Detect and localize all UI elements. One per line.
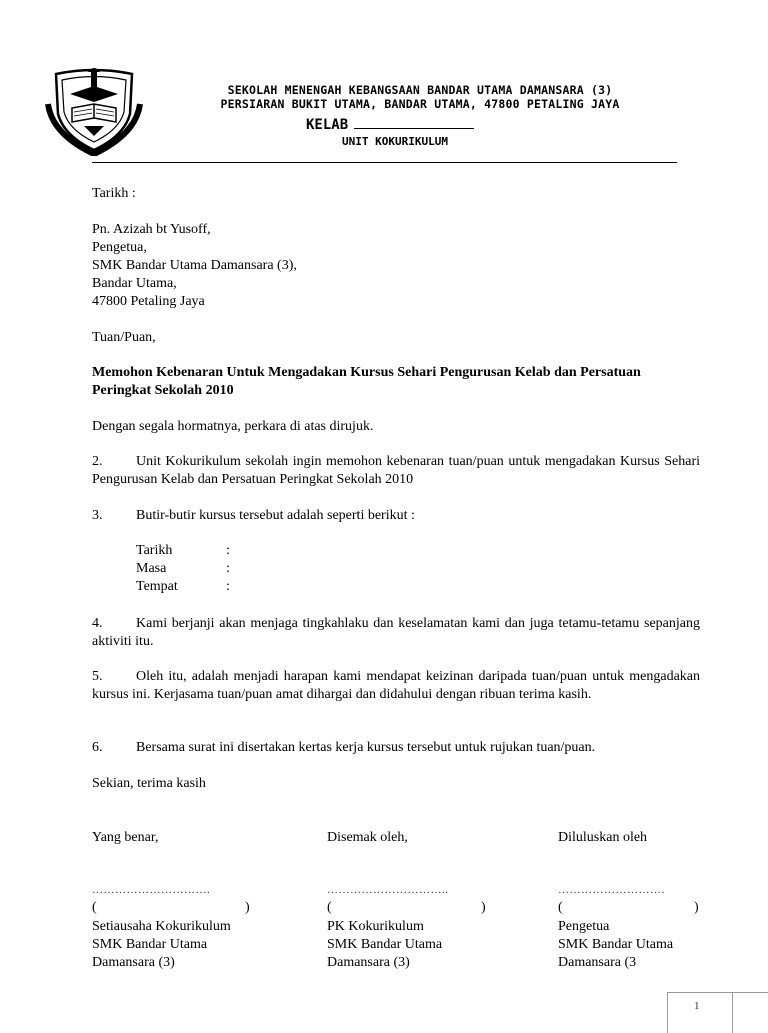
name-open-paren: ( [327, 900, 332, 915]
signature-line: ………………………….. [327, 884, 449, 896]
signature-line: …………………………. [92, 884, 211, 896]
name-open-paren: ( [558, 900, 563, 915]
detail-colon: : [226, 579, 230, 594]
school-name: SEKOLAH MENENGAH KEBANGSAAN BANDAR UTAMA DAMANSARA (3) [227, 83, 613, 97]
date-line: Tarikh : [92, 186, 136, 201]
signatory-role: Setiausaha Kokurikulum [92, 919, 231, 934]
paragraph-number: 5. [92, 669, 103, 684]
paragraph-5 [92, 668, 700, 704]
detail-label-tempat: Tempat [136, 579, 178, 594]
subject-line: Memohon Kebenaran Untuk Mengadakan Kursus Sehari Pengurusan Kelab dan Persatuan Peringkat Sekolah 2010 [92, 365, 641, 398]
name-close-paren: ) [481, 900, 486, 915]
salutation: Tuan/Puan, [92, 330, 156, 345]
signatory-place: Damansara (3 [558, 955, 637, 970]
name-close-paren: ) [694, 900, 699, 915]
recipient-area: Bandar Utama, [92, 276, 177, 291]
detail-label-masa: Masa [136, 561, 167, 576]
page-number-box [667, 992, 733, 1033]
name-open-paren: ( [92, 900, 97, 915]
paragraph-text: Unit Kokurikulum sekolah ingin memohon kebenaran tuan/puan untuk mengadakan Kursus Sehari Pengurusan Kelab dan Persatuan Peringkat Sekolah 2010 [92, 454, 700, 487]
paragraph-6 [92, 739, 700, 757]
paragraph-number: 4. [92, 616, 103, 631]
paragraph-text: Bersama surat ini disertakan kertas kerja kursus tersebut untuk rujukan tuan/puan. [136, 740, 596, 755]
unit-name: UNIT KOKURIKULUM [342, 135, 448, 148]
paragraph-text: Oleh itu, adalah menjadi harapan kami mendapat keizinan daripada tuan/puan untuk mengadakan kursus ini. Kerjasama tuan/puan amat dihargai dan didahului dengan ribuan terima kasih. [92, 669, 700, 702]
paragraph-3 [92, 507, 700, 525]
page-number: 1 [694, 1000, 700, 1012]
paragraph-number: 3. [92, 508, 103, 523]
signature-line: ………………………. [558, 884, 665, 896]
signatory-school: SMK Bandar Utama [92, 937, 208, 952]
detail-label-tarikh: Tarikh [136, 543, 173, 558]
paragraph-text: Kami berjanji akan menjaga tingkahlaku dan keselamatan kami dan juga tetamu-tetamu sepanjang aktiviti itu. [92, 616, 700, 649]
name-close-paren: ) [245, 900, 250, 915]
signatory-school: SMK Bandar Utama [558, 937, 674, 952]
paragraph-2 [92, 453, 700, 489]
letterhead-divider [92, 162, 677, 163]
paragraph-number: 2. [92, 454, 103, 469]
signatory-place: Damansara (3) [327, 955, 410, 970]
paragraph-4 [92, 615, 700, 651]
kelab-heading [306, 116, 474, 133]
detail-colon: : [226, 561, 230, 576]
recipient-name: Pn. Azizah bt Yusoff, [92, 222, 211, 237]
recipient-title: Pengetua, [92, 240, 147, 255]
paragraph-number: 6. [92, 740, 103, 755]
signatory-school: SMK Bandar Utama [327, 937, 443, 952]
signature-heading-approver: Diluluskan oleh [558, 830, 648, 845]
closing-text: Sekian, terima kasih [92, 776, 206, 791]
signature-heading-sender: Yang benar, [92, 830, 159, 845]
intro-text: Dengan segala hormatnya, perkara di atas dirujuk. [92, 419, 374, 434]
school-address: PERSIARAN BUKIT UTAMA, BANDAR UTAMA, 47800 PETALING JAYA [220, 97, 620, 111]
signatory-place: Damansara (3) [92, 955, 175, 970]
signatory-role: PK Kokurikulum [327, 919, 424, 934]
kelab-name-blank [354, 116, 474, 129]
recipient-school: SMK Bandar Utama Damansara (3), [92, 258, 297, 273]
signature-heading-reviewer: Disemak oleh, [327, 830, 408, 845]
kelab-label: KELAB [306, 117, 349, 133]
page-number-rule [731, 992, 768, 993]
signatory-role: Pengetua [558, 919, 610, 934]
paragraph-text: Butir-butir kursus tersebut adalah seperti berikut : [136, 508, 415, 523]
recipient-city: 47800 Petaling Jaya [92, 294, 205, 309]
detail-colon: : [226, 543, 230, 558]
